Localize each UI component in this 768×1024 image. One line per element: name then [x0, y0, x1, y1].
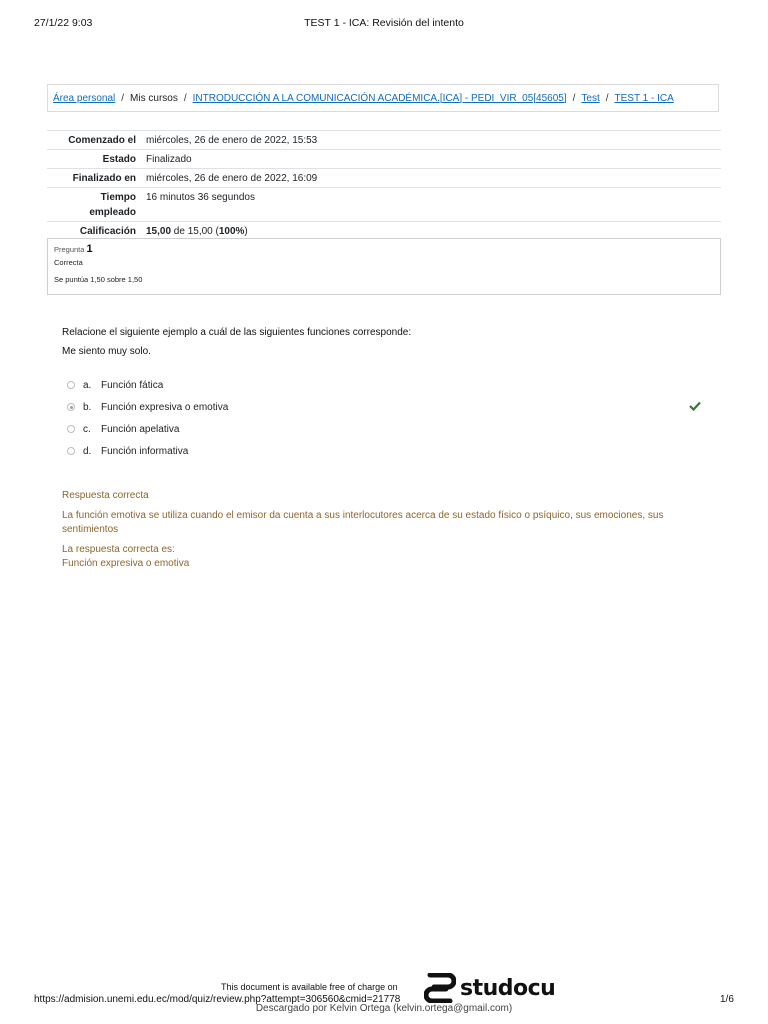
- radio-b[interactable]: [67, 403, 75, 411]
- answer-option-a[interactable]: [67, 374, 717, 396]
- radio-d[interactable]: [67, 447, 75, 455]
- breadcrumb-item-quiz[interactable]: TEST 1 - ICA: [614, 92, 674, 104]
- answer-option-b[interactable]: [67, 396, 717, 418]
- summary-row-state: [47, 150, 721, 169]
- answer-letter: a.: [83, 379, 92, 391]
- finished-label: Finalizado en: [72, 173, 136, 184]
- grade-score: 15,00: [146, 226, 172, 237]
- check-icon: [689, 400, 703, 414]
- answer-letter: d.: [83, 445, 92, 457]
- answer-letter: c.: [83, 423, 91, 435]
- print-date: 27/1/22 9:03: [34, 17, 93, 29]
- summary-row-started: [47, 131, 721, 150]
- answer-option-d[interactable]: [67, 440, 717, 462]
- answer-text: Función expresiva o emotiva: [101, 401, 229, 413]
- correct-answer-value: Función expresiva o emotiva: [62, 558, 190, 569]
- breadcrumb-item-test[interactable]: Test: [581, 92, 600, 104]
- attempt-summary-table: [47, 130, 721, 240]
- studocu-logo-text: studocu: [460, 975, 556, 1001]
- correct-answer-label: La respuesta correcta es:: [62, 544, 175, 555]
- answer-text: Función informativa: [101, 445, 189, 457]
- question-prefix: Pregunta: [54, 245, 85, 254]
- studocu-logo-icon: [424, 973, 456, 1003]
- breadcrumb-item-mis-cursos: Mis cursos: [130, 92, 178, 104]
- answer-text: Función fática: [101, 379, 164, 391]
- finished-value: miércoles, 26 de enero de 2022, 16:09: [146, 173, 318, 184]
- feedback-explanation: La función emotiva se utiliza cuando el emisor da cuenta a sus interlocutores acerca de su estado físico o psíquico, sus emociones, sus sentimientos: [62, 510, 664, 535]
- question-grade: Se puntúa 1,50 sobre 1,50: [54, 275, 143, 284]
- summary-row-time: [47, 188, 721, 222]
- grade-close: ): [244, 226, 248, 237]
- answer-text: Función apelativa: [101, 423, 180, 435]
- breadcrumb-separator: /: [121, 92, 125, 104]
- grade-label: Calificación: [79, 226, 136, 237]
- question-state: Correcta: [54, 258, 83, 267]
- time-label: [47, 188, 146, 221]
- answer-list: [67, 374, 717, 462]
- grade-of: de 15,00 (: [171, 226, 219, 237]
- print-title: TEST 1 - ICA: Revisión del intento: [304, 17, 464, 29]
- time-label-line1: Tiempo: [100, 192, 136, 203]
- breadcrumb-separator: /: [605, 92, 609, 104]
- breadcrumb-item-course[interactable]: INTRODUCCIÓN A LA COMUNICACIÓN ACADÉMICA.[ICA] - PEDI_VIR_05[45605]: [192, 92, 567, 104]
- started-value: miércoles, 26 de enero de 2022, 15:53: [146, 135, 318, 146]
- state-label: Estado: [102, 154, 136, 165]
- radio-c[interactable]: [67, 425, 75, 433]
- question-example: Me siento muy solo.: [62, 346, 151, 357]
- studocu-note: This document is available free of charge on: [221, 982, 398, 992]
- question-number: [54, 243, 714, 255]
- state-value: Finalizado: [146, 154, 192, 165]
- summary-row-finished: [47, 169, 721, 188]
- feedback-result: Respuesta correcta: [62, 490, 149, 501]
- answer-letter: b.: [83, 401, 92, 413]
- answer-option-c[interactable]: [67, 418, 717, 440]
- time-label-line2: empleado: [89, 207, 136, 218]
- radio-a[interactable]: [67, 381, 75, 389]
- question-info-box: [47, 238, 721, 295]
- breadcrumb-item-area-personal[interactable]: Área personal: [53, 92, 116, 104]
- breadcrumb-separator: /: [572, 92, 576, 104]
- page-number: 1/6: [720, 994, 734, 1005]
- started-label: Comenzado el: [68, 135, 136, 146]
- breadcrumb-separator: /: [183, 92, 187, 104]
- downloaded-by: Descargado por Kelvin Ortega (kelvin.ortega@gmail.com): [255, 1003, 513, 1014]
- breadcrumb: [47, 84, 719, 112]
- question-text: Relacione el siguiente ejemplo a cuál de las siguientes funciones corresponde:: [62, 327, 412, 338]
- grade-percent: 100%: [218, 226, 245, 237]
- question-number-value: 1: [86, 243, 93, 255]
- page-url: https://admision.unemi.edu.ec/mod/quiz/review.php?attempt=306560&cmid=21778: [34, 994, 401, 1005]
- time-value: 16 minutos 36 segundos: [146, 192, 255, 203]
- studocu-logo[interactable]: [424, 973, 555, 1003]
